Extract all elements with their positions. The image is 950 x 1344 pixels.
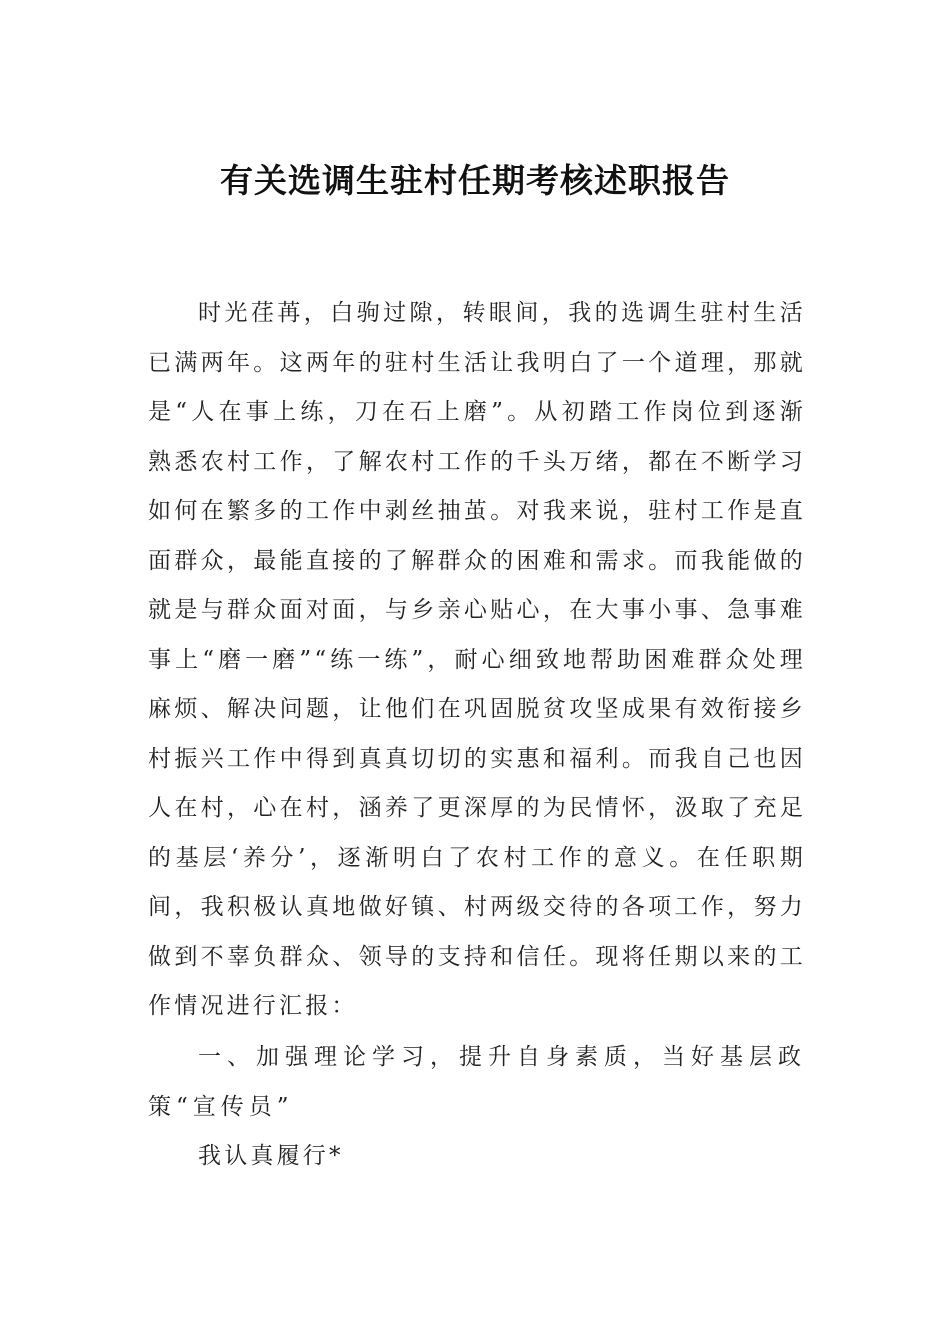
intro-paragraph: 时光荏苒，白驹过隙，转眼间，我的选调生驻村生活已满两年。这两年的驻村生活让我明白了一个道理，那就是“人在事上练，刀在石上磨”。从初踏工作岗位到逐渐熟悉农村工作，了解农村工作的千头万绪，都在不断学习如何在繁多的工作中剥丝抽茧。对我来说，驻村工作是直面群众，最能直接的了解群众的困难和需求。而我能做的就是与群众面对面，与乡亲心贴心，在大事小事、急事难事上“磨一磨”“练一练”，耐心细致地帮助困难群众处理麻烦、解决问题，让他们在巩固脱贫攻坚成果有效衔接乡村振兴工作中得到真真切切的实惠和福利。而我自己也因人在村，心在村，涵养了更深厚的为民情怀，汲取了充足的基层‘养分’，逐渐明白了农村工作的意义。在任职期间，我积极认真地做好镇、村两级交待的各项工作，努力做到不辜负群众、领导的支持和信任。现将任期以来的工作情况进行汇报： xyxy=(148,300,806,1019)
section-heading: 一、加强理论学习，提升自身素质，当好基层政策“宣传员” xyxy=(148,1044,806,1120)
section-paragraph: 我认真履行* xyxy=(198,1143,344,1169)
document-title: 有关选调生驻村任期考核述职报告 xyxy=(220,161,730,200)
